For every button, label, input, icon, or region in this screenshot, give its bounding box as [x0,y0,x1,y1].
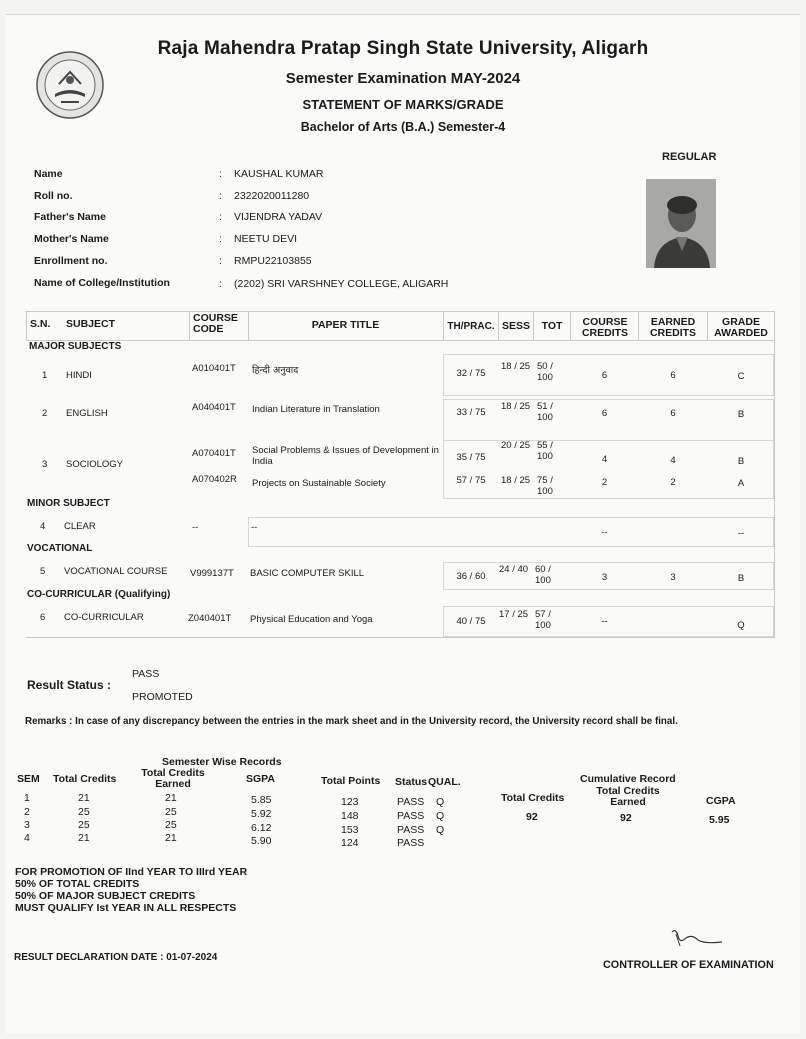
row3b-grade: A [737,478,745,489]
row3b-tot: 75 / 100 [537,475,553,497]
row5-course-credits: 3 [601,572,608,583]
row1-grade: C [737,371,745,382]
row1-sess: 18 / 25 [501,361,531,372]
roll-value: 2322020011280 [234,190,310,202]
college-value: (2202) SRI VARSHNEY COLLEGE, ALIGARH [234,278,449,290]
row2-earned-credits: 6 [670,408,676,419]
table-border [707,311,708,341]
student-photo [646,179,716,268]
student-type-label: REGULAR [662,151,717,163]
row5-title: BASIC COMPUTER SKILL [250,568,365,579]
row4-grade: -- [737,528,745,539]
remarks-text: Remarks : In case of any discrepancy between the entries in the mark sheet and in the University record, the University record shall be final. [25,716,678,727]
qual-value: Q [436,824,445,836]
credits-earned-value: 25 [165,806,177,818]
col-header-tot: TOT [541,320,563,332]
total-credits-value: 21 [78,792,90,804]
row6-subject: CO-CURRICULAR [64,612,144,623]
row6-sess: 17 / 25 [499,609,529,620]
result-status-value: PASS [132,668,160,680]
colon: : [219,278,222,290]
colon: : [219,211,222,223]
row2-sn: 2 [42,408,48,419]
promotion-rule: 50% OF TOTAL CREDITS [15,878,140,890]
row3b-code: A070402R [192,474,237,485]
table-border [26,311,775,312]
total-points-value: 123 [341,796,359,808]
cgpa-header: CGPA [706,795,736,807]
row6-grade: Q [737,620,745,631]
row5-earned-credits: 3 [670,572,676,583]
row3b-th: 57 / 75 [456,475,486,486]
row3a-th: 35 / 75 [456,452,486,463]
col-header-course-credits: COURSE CREDITS [581,316,629,339]
row3b-earned-credits: 2 [670,477,676,488]
row3b-title: Projects on Sustainable Society [252,478,386,489]
col-header-sess: SESS [501,320,530,332]
sgpa-col-header: SGPA [246,773,275,785]
total-points-value: 148 [341,810,359,822]
qual-value: Q [436,796,445,808]
row1-subject: HINDI [66,370,92,381]
statement-title: STATEMENT OF MARKS/GRADE [302,97,504,112]
enrollment-value: RMPU22103855 [234,255,312,267]
result-promoted-value: PROMOTED [132,691,193,703]
row3a-code: A070401T [192,448,236,459]
table-border [570,311,571,341]
status-value: PASS [397,837,425,849]
row5-subject: VOCATIONAL COURSE [64,566,168,577]
row4-course-credits: -- [601,527,608,538]
sgpa-value: 5.90 [251,835,272,847]
row5-sess: 24 / 40 [499,564,529,575]
col-header-course-code: COURSE CODE [193,312,238,335]
enrollment-label: Enrollment no. [34,255,108,267]
cumulative-total-credits-header: Total Credits [501,792,565,804]
sem-value: 1 [24,792,30,804]
row4-code: -- [192,522,199,533]
credits-earned-value: 25 [165,819,177,831]
colon: : [219,168,222,180]
row3a-tot: 55 / 100 [537,440,553,462]
row2-course-credits: 6 [601,408,608,419]
mother-name-value: NEETU DEVI [234,233,298,245]
row6-sn: 6 [40,612,46,623]
promotion-rule: 50% OF MAJOR SUBJECT CREDITS [15,890,196,902]
total-points-col-header: Total Points [321,775,381,787]
col-header-subject: SUBJECT [66,318,116,330]
cumulative-credits-earned-value: 92 [620,812,632,824]
name-value: KAUSHAL KUMAR [234,168,324,180]
row-box [443,399,774,441]
programme-title: Bachelor of Arts (B.A.) Semester-4 [300,120,506,134]
name-label: Name [34,168,63,180]
row1-earned-credits: 6 [670,370,676,381]
table-border [189,311,190,341]
row5-tot: 60 / 100 [535,564,551,586]
row2-subject: ENGLISH [66,408,108,419]
row2-sess: 18 / 25 [501,401,531,412]
exam-title: Semester Examination MAY-2024 [285,70,521,87]
total-credits-value: 21 [78,832,90,844]
colon: : [219,190,222,202]
row3b-sess: 18 / 25 [501,475,531,486]
table-border [638,311,639,341]
row6-course-credits: -- [601,616,608,627]
section-major-subjects: MAJOR SUBJECTS [29,341,122,352]
row6-code: Z040401T [188,613,232,624]
credits-earned-col-header: Total Credits Earned [141,767,205,790]
cumulative-credits-earned-header: Total Credits Earned [596,785,660,808]
sem-col-header: SEM [17,773,40,785]
college-label: Name of College/Institution [34,277,170,289]
cumulative-total-credits-value: 92 [526,811,538,823]
col-header-grade-awarded: GRADE AWARDED [714,316,768,339]
promotion-rule: MUST QUALIFY Ist YEAR IN ALL RESPECTS [15,902,237,914]
row3a-grade: B [737,456,745,467]
row-box [248,517,774,547]
status-value: PASS [397,796,425,808]
qual-value: Q [436,810,445,822]
qual-col-header: QUAL. [428,776,461,788]
row5-grade: B [737,573,745,584]
row6-th: 40 / 75 [456,616,486,627]
father-name-label: Father's Name [34,211,106,223]
father-name-value: VIJENDRA YADAV [234,211,323,223]
cumulative-record-title: Cumulative Record [580,773,676,785]
row1-title: हिन्दी अनुवाद [252,365,299,376]
section-vocational: VOCATIONAL [27,543,93,554]
semester-records-title: Semester Wise Records [162,756,282,768]
roll-label: Roll no. [34,190,73,202]
sgpa-value: 5.92 [251,808,272,820]
row4-title: -- [251,522,258,533]
total-points-value: 153 [341,824,359,836]
row4-sn: 4 [40,521,46,532]
row2-tot: 51 / 100 [537,401,553,423]
row1-tot: 50 / 100 [537,361,553,383]
credits-earned-value: 21 [165,792,177,804]
table-border [26,637,775,638]
total-credits-value: 25 [78,806,90,818]
sem-value: 3 [24,819,30,831]
col-header-earned-credits: EARNED CREDITS [649,316,697,339]
row2-th: 33 / 75 [456,407,486,418]
row4-subject: CLEAR [64,521,96,532]
col-header-paper-title: PAPER TITLE [311,319,380,331]
row6-title: Physical Education and Yoga [250,614,373,625]
row3a-course-credits: 4 [601,454,608,465]
row5-sn: 5 [40,566,46,577]
row2-code: A040401T [192,402,236,413]
row3-subject: SOCIOLOGY [66,459,124,470]
row1-th: 32 / 75 [456,368,486,379]
total-credits-col-header: Total Credits [53,773,117,785]
row1-code: A010401T [192,363,236,374]
row1-course-credits: 6 [601,370,608,381]
table-border [26,311,27,341]
table-border [774,311,775,638]
row5-code: V999137T [190,568,234,579]
row3a-sess: 20 / 25 [501,440,531,451]
status-value: PASS [397,824,425,836]
mother-name-label: Mother's Name [34,233,109,245]
row2-title: Indian Literature in Translation [252,404,380,415]
status-col-header: Status [395,776,428,788]
result-declaration-date: RESULT DECLARATION DATE : 01-07-2024 [14,952,218,963]
row3a-title: Social Problems & Issues of Development in India [252,445,439,467]
sem-value: 2 [24,806,30,818]
row1-sn: 1 [42,370,48,381]
cgpa-value: 5.95 [709,814,730,826]
row-box [443,440,774,499]
row5-th: 36 / 60 [456,571,486,582]
controller-of-examination: CONTROLLER OF EXAMINATION [603,959,774,971]
total-credits-value: 25 [78,819,90,831]
total-points-value: 124 [341,837,359,849]
colon: : [219,255,222,267]
row3-sn: 3 [42,459,48,470]
promotion-rule: FOR PROMOTION OF IInd YEAR TO IIIrd YEAR [15,866,248,878]
row3b-course-credits: 2 [601,477,608,488]
col-header-sn: S.N. [30,318,51,330]
section-co-curricular: CO-CURRICULAR (Qualifying) [27,589,171,600]
result-status-label: Result Status : [27,678,112,692]
university-name: Raja Mahendra Pratap Singh State University, Aligarh [157,38,649,59]
row3a-earned-credits: 4 [670,455,676,466]
row6-tot: 57 / 100 [535,609,551,631]
table-border [26,340,775,341]
status-value: PASS [397,810,425,822]
sgpa-value: 5.85 [251,794,272,806]
sgpa-value: 6.12 [251,822,272,834]
row2-grade: B [737,409,745,420]
controller-signature [668,924,728,952]
colon: : [219,233,222,245]
sem-value: 4 [24,832,30,844]
col-header-th-prac: TH/PRAC. [447,321,495,332]
section-minor-subject: MINOR SUBJECT [27,498,110,509]
credits-earned-value: 21 [165,832,177,844]
